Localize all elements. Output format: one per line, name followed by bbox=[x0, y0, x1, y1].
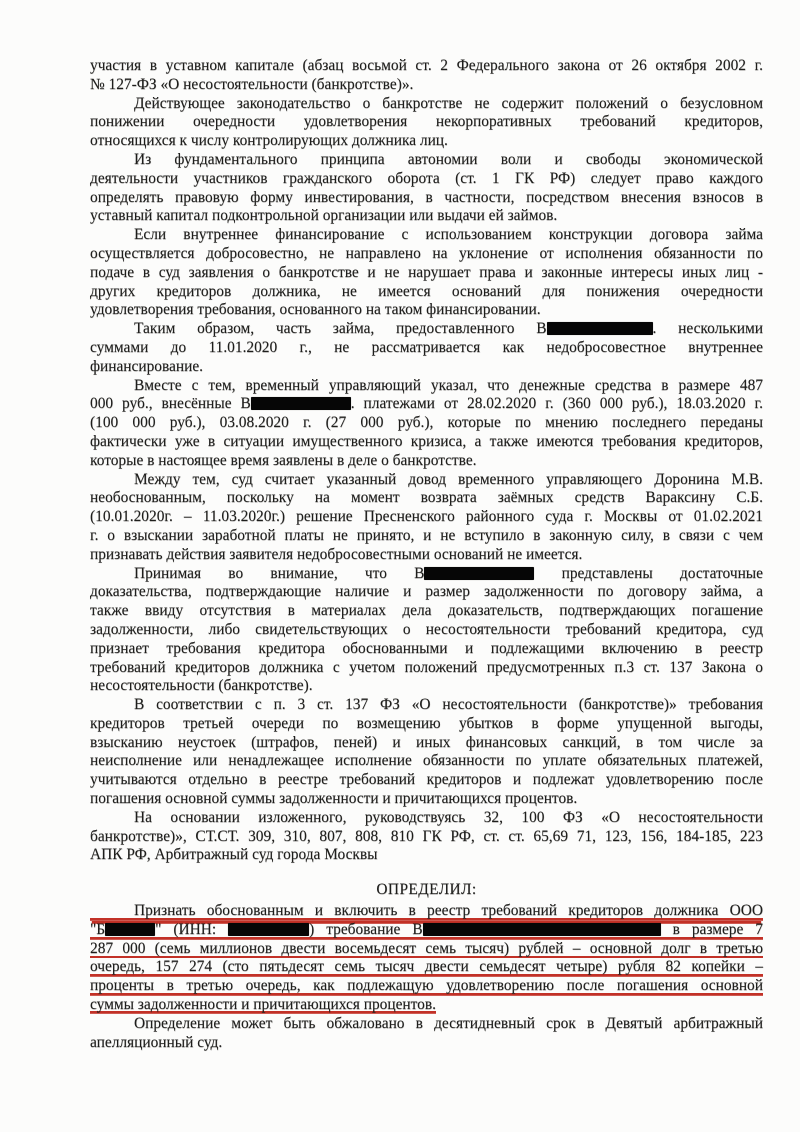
document-line: Действующее законодательство о банкротстве не содержит положений о безусловном bbox=[134, 94, 763, 112]
ruling-heading: ОПРЕДЕЛИЛ: bbox=[376, 881, 477, 899]
document-line: относящихся к числу контролирующих должника лиц. bbox=[90, 132, 448, 150]
paragraph-appeal bbox=[90, 1015, 763, 1053]
document-line: подаче в суд заявления о банкротстве и не нарушает права и законные интересы иных лиц - bbox=[90, 263, 763, 281]
document-line: признает требования кредитора обоснованными и подлежащими включению в реестр bbox=[90, 639, 763, 657]
redaction-box bbox=[423, 923, 661, 936]
red-underlined-text: суммы задолженности и причитающихся процентов. bbox=[90, 996, 436, 1014]
document-line: участия в уставном капитале (абзац восьмой ст. 2 Федерального закона от 26 октября 2002 г. bbox=[90, 57, 763, 74]
document-line: взысканию неустоек (штрафов, пеней) и иных финансовых санкций, в том числе за bbox=[90, 733, 763, 751]
document-line: понижении очередности удовлетворения некорпоративных требований кредиторов, bbox=[90, 113, 763, 131]
document-line: удовлетворения требования, основанного на таком финансировании. bbox=[90, 301, 541, 319]
redaction-box bbox=[547, 322, 653, 335]
redaction-box bbox=[251, 397, 351, 410]
document-line: На основании изложенного, руководствуясь 32, 100 ФЗ «О несостоятельности bbox=[134, 808, 763, 826]
document-line: осуществляется добросовестно, не направлено на уклонение от исполнения обязанности по bbox=[90, 244, 763, 262]
document-line: неисполнение или ненадлежащее исполнение обязанности по уплате обязательных платежей, bbox=[90, 752, 763, 770]
document-body bbox=[90, 57, 763, 1052]
paragraph-legislation bbox=[90, 95, 763, 151]
document-line: деятельности участников гражданского оборота (ст. 1 ГК РФ) следует право каждого bbox=[90, 169, 763, 187]
paragraph-legal-basis bbox=[90, 809, 763, 865]
document-line: определять правовую форму инвестирования, в частности, посредством внесения взносов в bbox=[90, 188, 763, 206]
document-line: Между тем, суд считает указанный довод временного управляющего Доронина М.В. bbox=[134, 470, 763, 488]
paragraph-article-137 bbox=[90, 696, 763, 809]
document-line: (100 000 руб.), 03.08.2020 г. (27 000 руб.), которые по мнению последнего переданы bbox=[90, 414, 763, 432]
document-line: Если внутреннее финансирование с использованием конструкции договора займа bbox=[134, 226, 763, 244]
document-line: банкротстве)», СТ.СТ. 309, 310, 807, 808, 810 ГК РФ, ст. ст. 65,69 71, 123, 156, 184-185, 223 bbox=[90, 827, 763, 845]
paragraph-intro-continuation bbox=[90, 57, 763, 95]
document-line: АПК РФ, Арбитражный суд города Москвы bbox=[90, 846, 378, 864]
paragraph-court-opinion bbox=[90, 471, 763, 565]
document-line: признавать действия заявителя недобросовестными оснований не имеется. bbox=[90, 545, 583, 563]
redaction-box bbox=[424, 567, 534, 580]
document-line: учитываются отдельно в реестре требований кредиторов и подлежат удовлетворению после bbox=[90, 771, 763, 789]
paragraph-loan-part bbox=[90, 320, 763, 376]
document-line: задолженности, либо свидетельствующих о несостоятельности требований кредитора, суд bbox=[90, 620, 763, 638]
paragraph-evidence bbox=[90, 565, 763, 697]
document-line: необоснованным, поскольку на момент возврата заёмных средств Вараксину С.Б. bbox=[90, 489, 763, 507]
operative-paragraph bbox=[90, 902, 763, 1015]
document-line: суммами до 11.01.2020 г., не рассматривается как недобросовестное внутреннее bbox=[90, 338, 763, 356]
document-line: 000 руб., внесённые В . платежами от 28.02.2020 г. (360 000 руб.), 18.03.2020 г. bbox=[90, 395, 763, 413]
document-line: также ввиду отсутствия в материалах дела доказательств, подтверждающих погашение bbox=[90, 602, 763, 620]
document-line: "Б " (ИНН: ) требование В в размере 7 bbox=[90, 920, 763, 938]
document-line: апелляционный суд. bbox=[90, 1033, 223, 1051]
document-line: кредиторов третьей очереди по возмещению убытков в форме упущенной выгоды, bbox=[90, 714, 763, 732]
document-line: 287 000 (семь миллионов двести восемьдесят семь тысяч) рублей – основной долг в третью bbox=[90, 939, 763, 957]
document-line: доказательства, подтверждающие наличие и размер задолженности по договору займа, а bbox=[90, 583, 763, 601]
document-line: г. о взыскании заработной платы не принято, и не вступило в законную силу, в связи с чем bbox=[90, 526, 763, 544]
document-line: которые в настоящее время заявлены в деле о банкротстве. bbox=[90, 451, 477, 469]
document-line: Таким образом, часть займа, предоставленного В . несколькими bbox=[134, 320, 763, 338]
document-line: фактически уже в ситуации имущественного кризиса, а также имеются требования кредиторов, bbox=[90, 432, 763, 450]
document-line: других кредиторов должника, не имеется оснований для понижения очередности bbox=[90, 282, 763, 300]
document-line: Принимая во внимание, что В представлены достаточные bbox=[134, 564, 763, 582]
document-line: требований кредиторов должника с учетом положений предусмотренных п.3 ст. 137 Закона о bbox=[90, 658, 763, 676]
paragraph-internal-financing bbox=[90, 226, 763, 320]
document-line: (10.01.2020г. – 11.03.2020г.) решение Пресненского районного суда г. Москвы от 01.02.2021 bbox=[90, 508, 763, 526]
document-line: Из фундаментального принципа автономии воли и свободы экономической bbox=[134, 150, 763, 168]
document-line bbox=[90, 996, 763, 1015]
document-line: № 127-ФЗ «О несостоятельности (банкротстве)». bbox=[90, 75, 414, 93]
document-line: Признать обоснованным и включить в реестр требований кредиторов должника ООО bbox=[90, 902, 763, 921]
redaction-box bbox=[228, 923, 309, 936]
paragraph-manager-argument bbox=[90, 377, 763, 471]
document-line: уставный капитал подконтрольной организации или выдачи ей займов. bbox=[90, 207, 558, 225]
document-line: финансирование. bbox=[90, 357, 204, 375]
document-line: очередь, 157 274 (сто пятьдесят семь тысяч двести семьдесят четыре) рубля 82 копейки – bbox=[90, 958, 763, 976]
document-line: несостоятельности (банкротстве). bbox=[90, 677, 313, 695]
document-line: Вместе с тем, временный управляющий указал, что денежные средства в размере 487 bbox=[134, 376, 763, 394]
document-line: Определение может быть обжаловано в десятидневный срок в Девятый арбитражный bbox=[134, 1014, 763, 1032]
paragraph-autonomy-principle bbox=[90, 151, 763, 226]
redaction-box bbox=[105, 923, 155, 936]
document-line: В соответствии с п. 3 ст. 137 ФЗ «О несостоятельности (банкротстве)» требования bbox=[134, 696, 763, 714]
document-line: погашения основной суммы задолженности и причитающихся процентов. bbox=[90, 790, 578, 808]
document-line: проценты в третью очередь, как подлежащую удовлетворению после погашения основной bbox=[90, 977, 763, 995]
